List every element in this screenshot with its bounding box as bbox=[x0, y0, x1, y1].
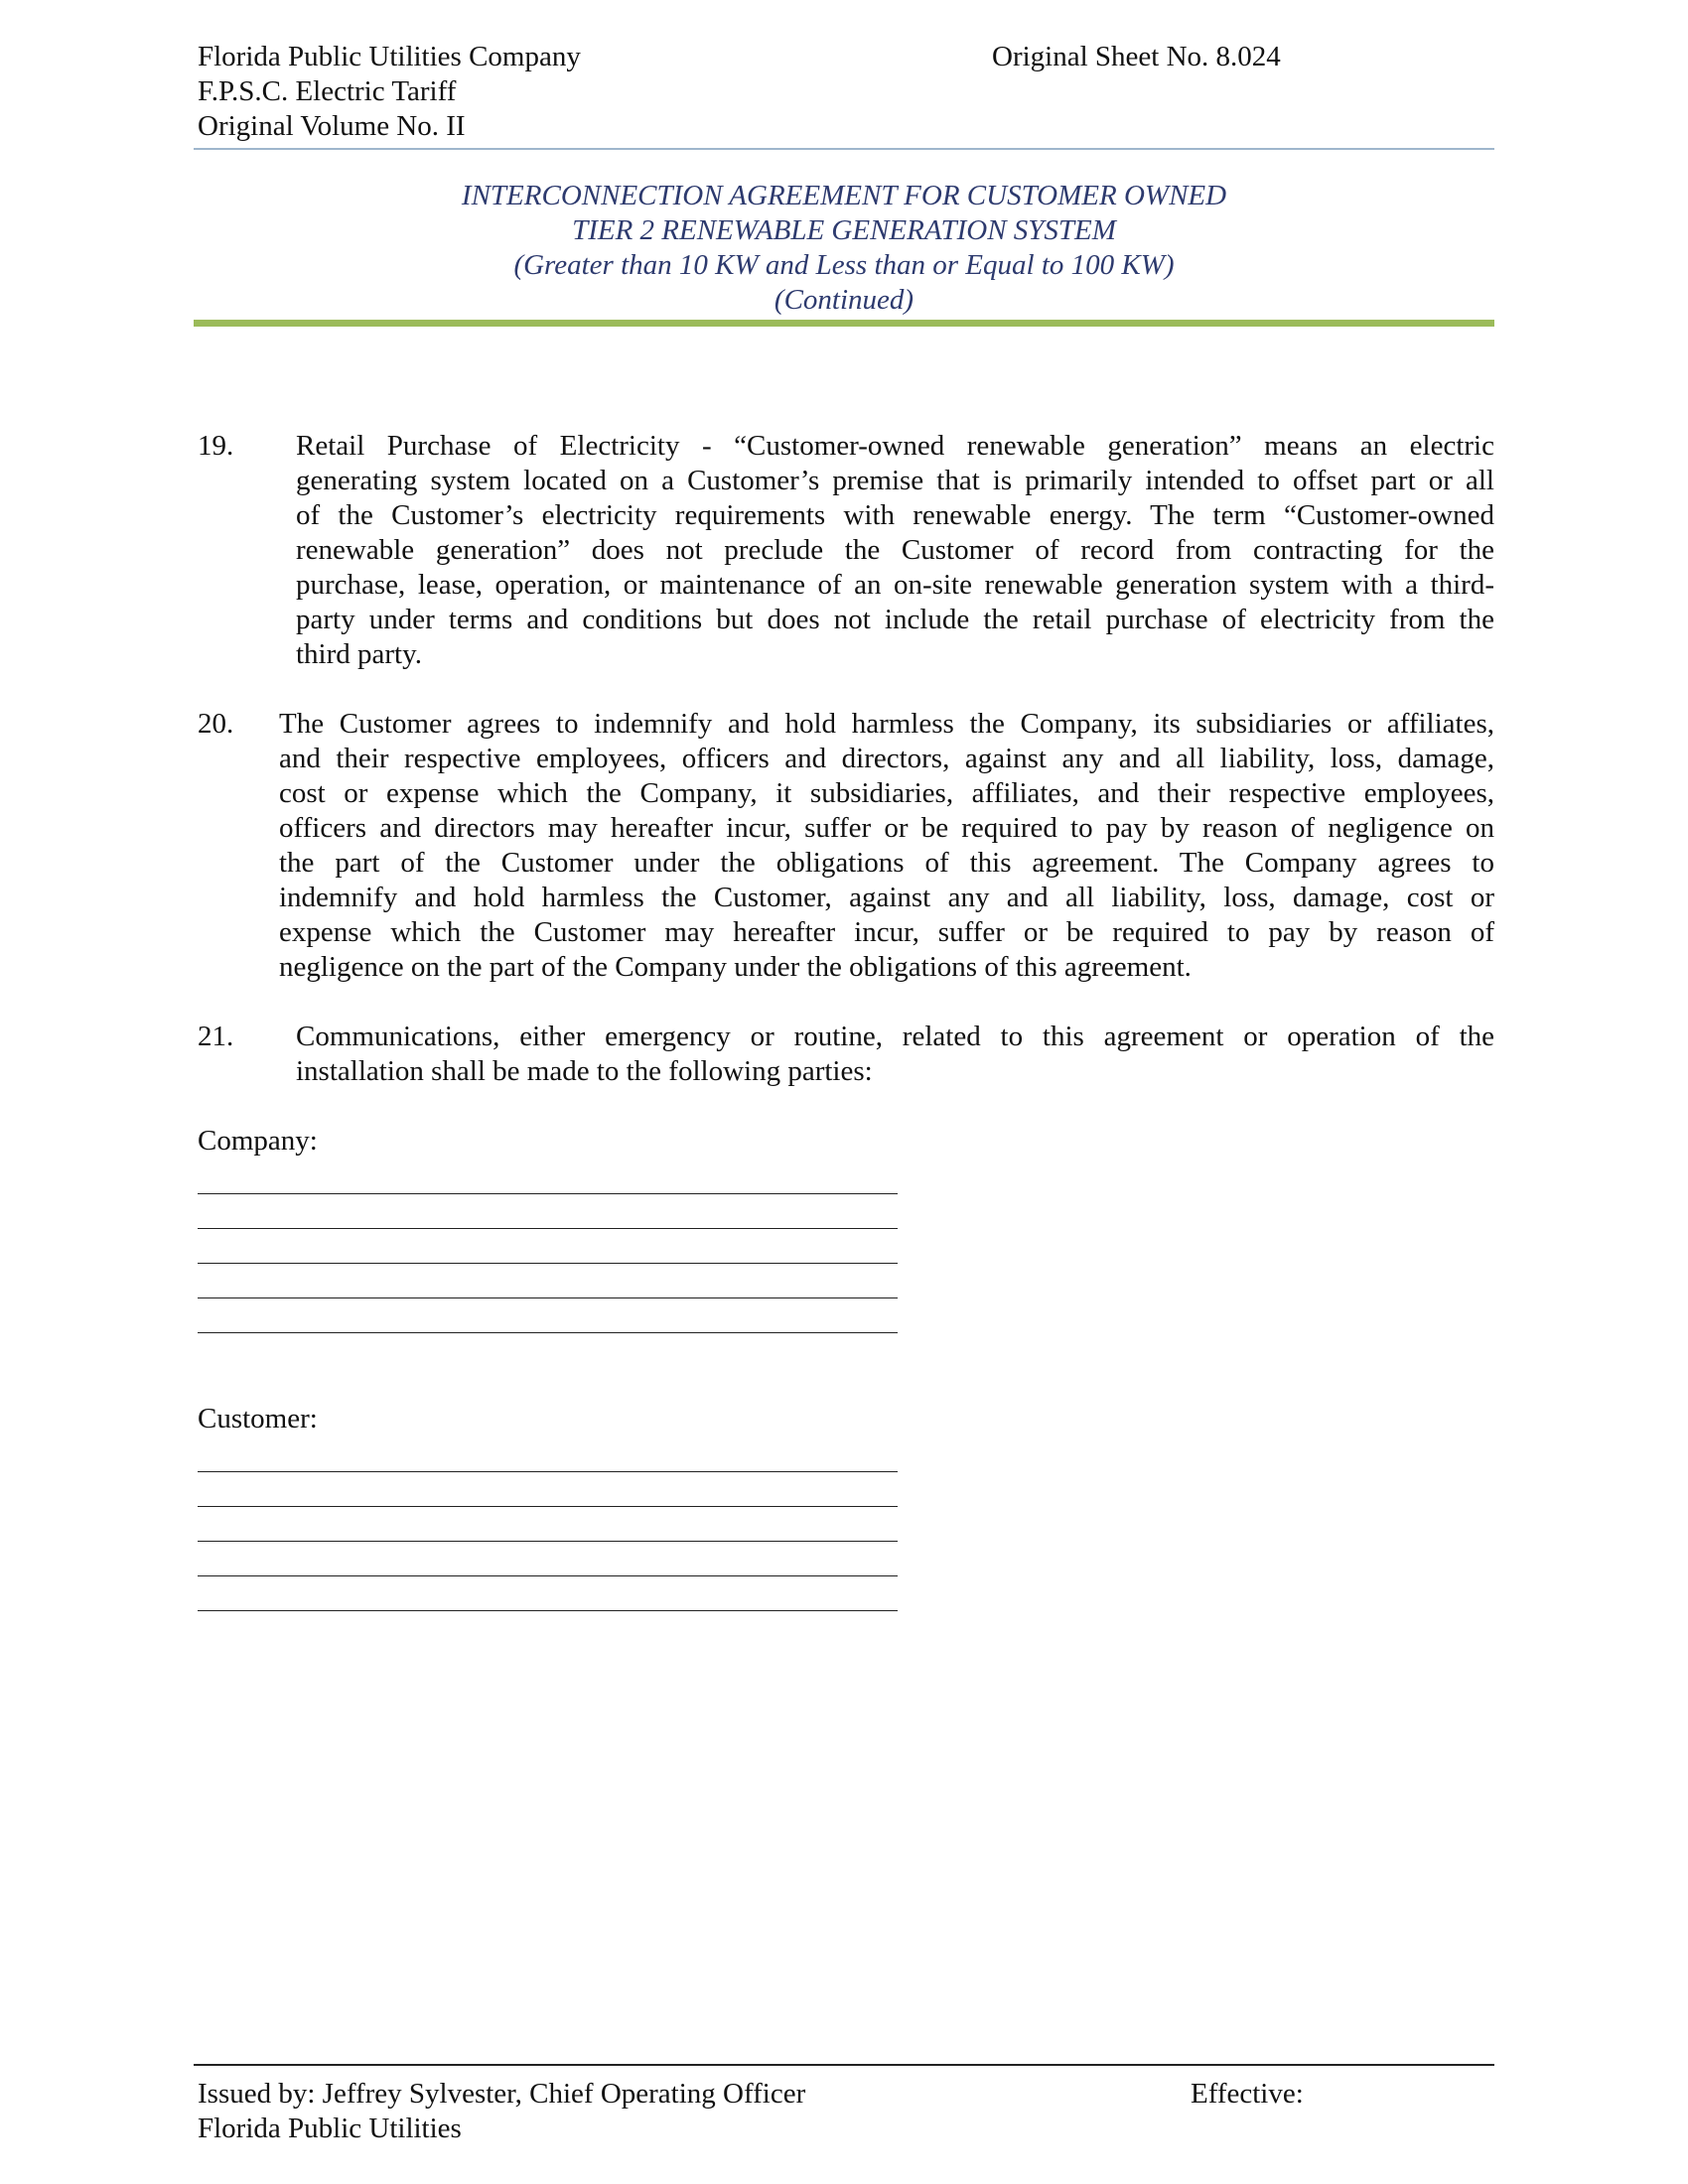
clause-line: cost or expense which the Company, it subsidiaries, affiliates, and their respective employees, bbox=[279, 777, 1494, 809]
customer-line-4[interactable] bbox=[198, 1575, 898, 1577]
clause-text bbox=[296, 429, 1494, 672]
clause-line: officers and directors may hereafter incur, suffer or be required to pay by reason of negligence on bbox=[279, 812, 1494, 844]
footer-org: Florida Public Utilities bbox=[198, 2113, 462, 2144]
customer-line-2[interactable] bbox=[198, 1506, 898, 1508]
clause-text bbox=[279, 707, 1494, 985]
clause-line: Communications, either emergency or routine, related to this agreement or operation of the bbox=[296, 1021, 1494, 1052]
footer-divider bbox=[194, 2064, 1494, 2066]
header-volume: Original Volume No. II bbox=[198, 110, 466, 142]
customer-line-1[interactable] bbox=[198, 1471, 898, 1473]
clause-line: negligence on the part of the Company under the obligations of this agreement. bbox=[279, 951, 1192, 983]
company-line-1[interactable] bbox=[198, 1193, 898, 1195]
agreement-title bbox=[194, 179, 1494, 318]
clause-line: of the Customer’s electricity requirements with renewable energy. The term “Customer-owned bbox=[296, 499, 1494, 531]
clause-line: party under terms and conditions but does not include the retail purchase of electricity from the bbox=[296, 604, 1494, 635]
clause-line: Retail Purchase of Electricity - “Customer-owned renewable generation” means an electric bbox=[296, 430, 1494, 462]
footer-issued-by: Issued by: Jeffrey Sylvester, Chief Operating Officer bbox=[198, 2078, 806, 2110]
clause-line: The Customer agrees to indemnify and hold harmless the Company, its subsidiaries or affiliates, bbox=[279, 708, 1494, 740]
clause-line: purchase, lease, operation, or maintenance of an on-site renewable generation system with a third- bbox=[296, 569, 1494, 601]
clause-line: renewable generation” does not preclude the Customer of record from contracting for the bbox=[296, 534, 1494, 566]
clause-line: and their respective employees, officers and directors, against any and all liability, loss, damage, bbox=[279, 743, 1494, 774]
clause-number: 20. bbox=[198, 708, 234, 740]
footer-left bbox=[198, 2077, 805, 2146]
company-label: Company: bbox=[198, 1125, 318, 1157]
customer-label: Customer: bbox=[198, 1403, 318, 1434]
title-line-2: TIER 2 RENEWABLE GENERATION SYSTEM bbox=[572, 214, 1116, 246]
title-line-4: (Continued) bbox=[774, 284, 914, 316]
clause-line: third party. bbox=[296, 638, 422, 670]
customer-line-3[interactable] bbox=[198, 1541, 898, 1543]
customer-line-5[interactable] bbox=[198, 1610, 898, 1612]
header-tariff: F.P.S.C. Electric Tariff bbox=[198, 75, 457, 107]
clause-number: 19. bbox=[198, 430, 234, 462]
header-left bbox=[198, 40, 581, 144]
clause-text bbox=[296, 1020, 1494, 1089]
clause-line: installation shall be made to the following parties: bbox=[296, 1055, 873, 1087]
company-line-3[interactable] bbox=[198, 1263, 898, 1265]
footer-effective: Effective: bbox=[1191, 2078, 1304, 2110]
header-divider bbox=[194, 148, 1494, 150]
clause-line: generating system located on a Customer’s premise that is primarily intended to offset part or all bbox=[296, 465, 1494, 496]
company-line-5[interactable] bbox=[198, 1332, 898, 1334]
header-sheet-number: Original Sheet No. 8.024 bbox=[992, 41, 1281, 72]
company-line-4[interactable] bbox=[198, 1297, 898, 1299]
clause-line: indemnify and hold harmless the Customer, against any and all liability, loss, damage, cost or bbox=[279, 882, 1494, 913]
company-line-2[interactable] bbox=[198, 1228, 898, 1230]
title-line-3: (Greater than 10 KW and Less than or Equal to 100 KW) bbox=[513, 249, 1175, 281]
header-company: Florida Public Utilities Company bbox=[198, 41, 581, 72]
title-divider bbox=[194, 320, 1494, 327]
title-line-1: INTERCONNECTION AGREEMENT FOR CUSTOMER OWNED bbox=[461, 180, 1227, 211]
clause-line: expense which the Customer may hereafter incur, suffer or be required to pay by reason of bbox=[279, 916, 1494, 948]
clause-number: 21. bbox=[198, 1021, 234, 1052]
clause-line: the part of the Customer under the obligations of this agreement. The Company agrees to bbox=[279, 847, 1494, 879]
